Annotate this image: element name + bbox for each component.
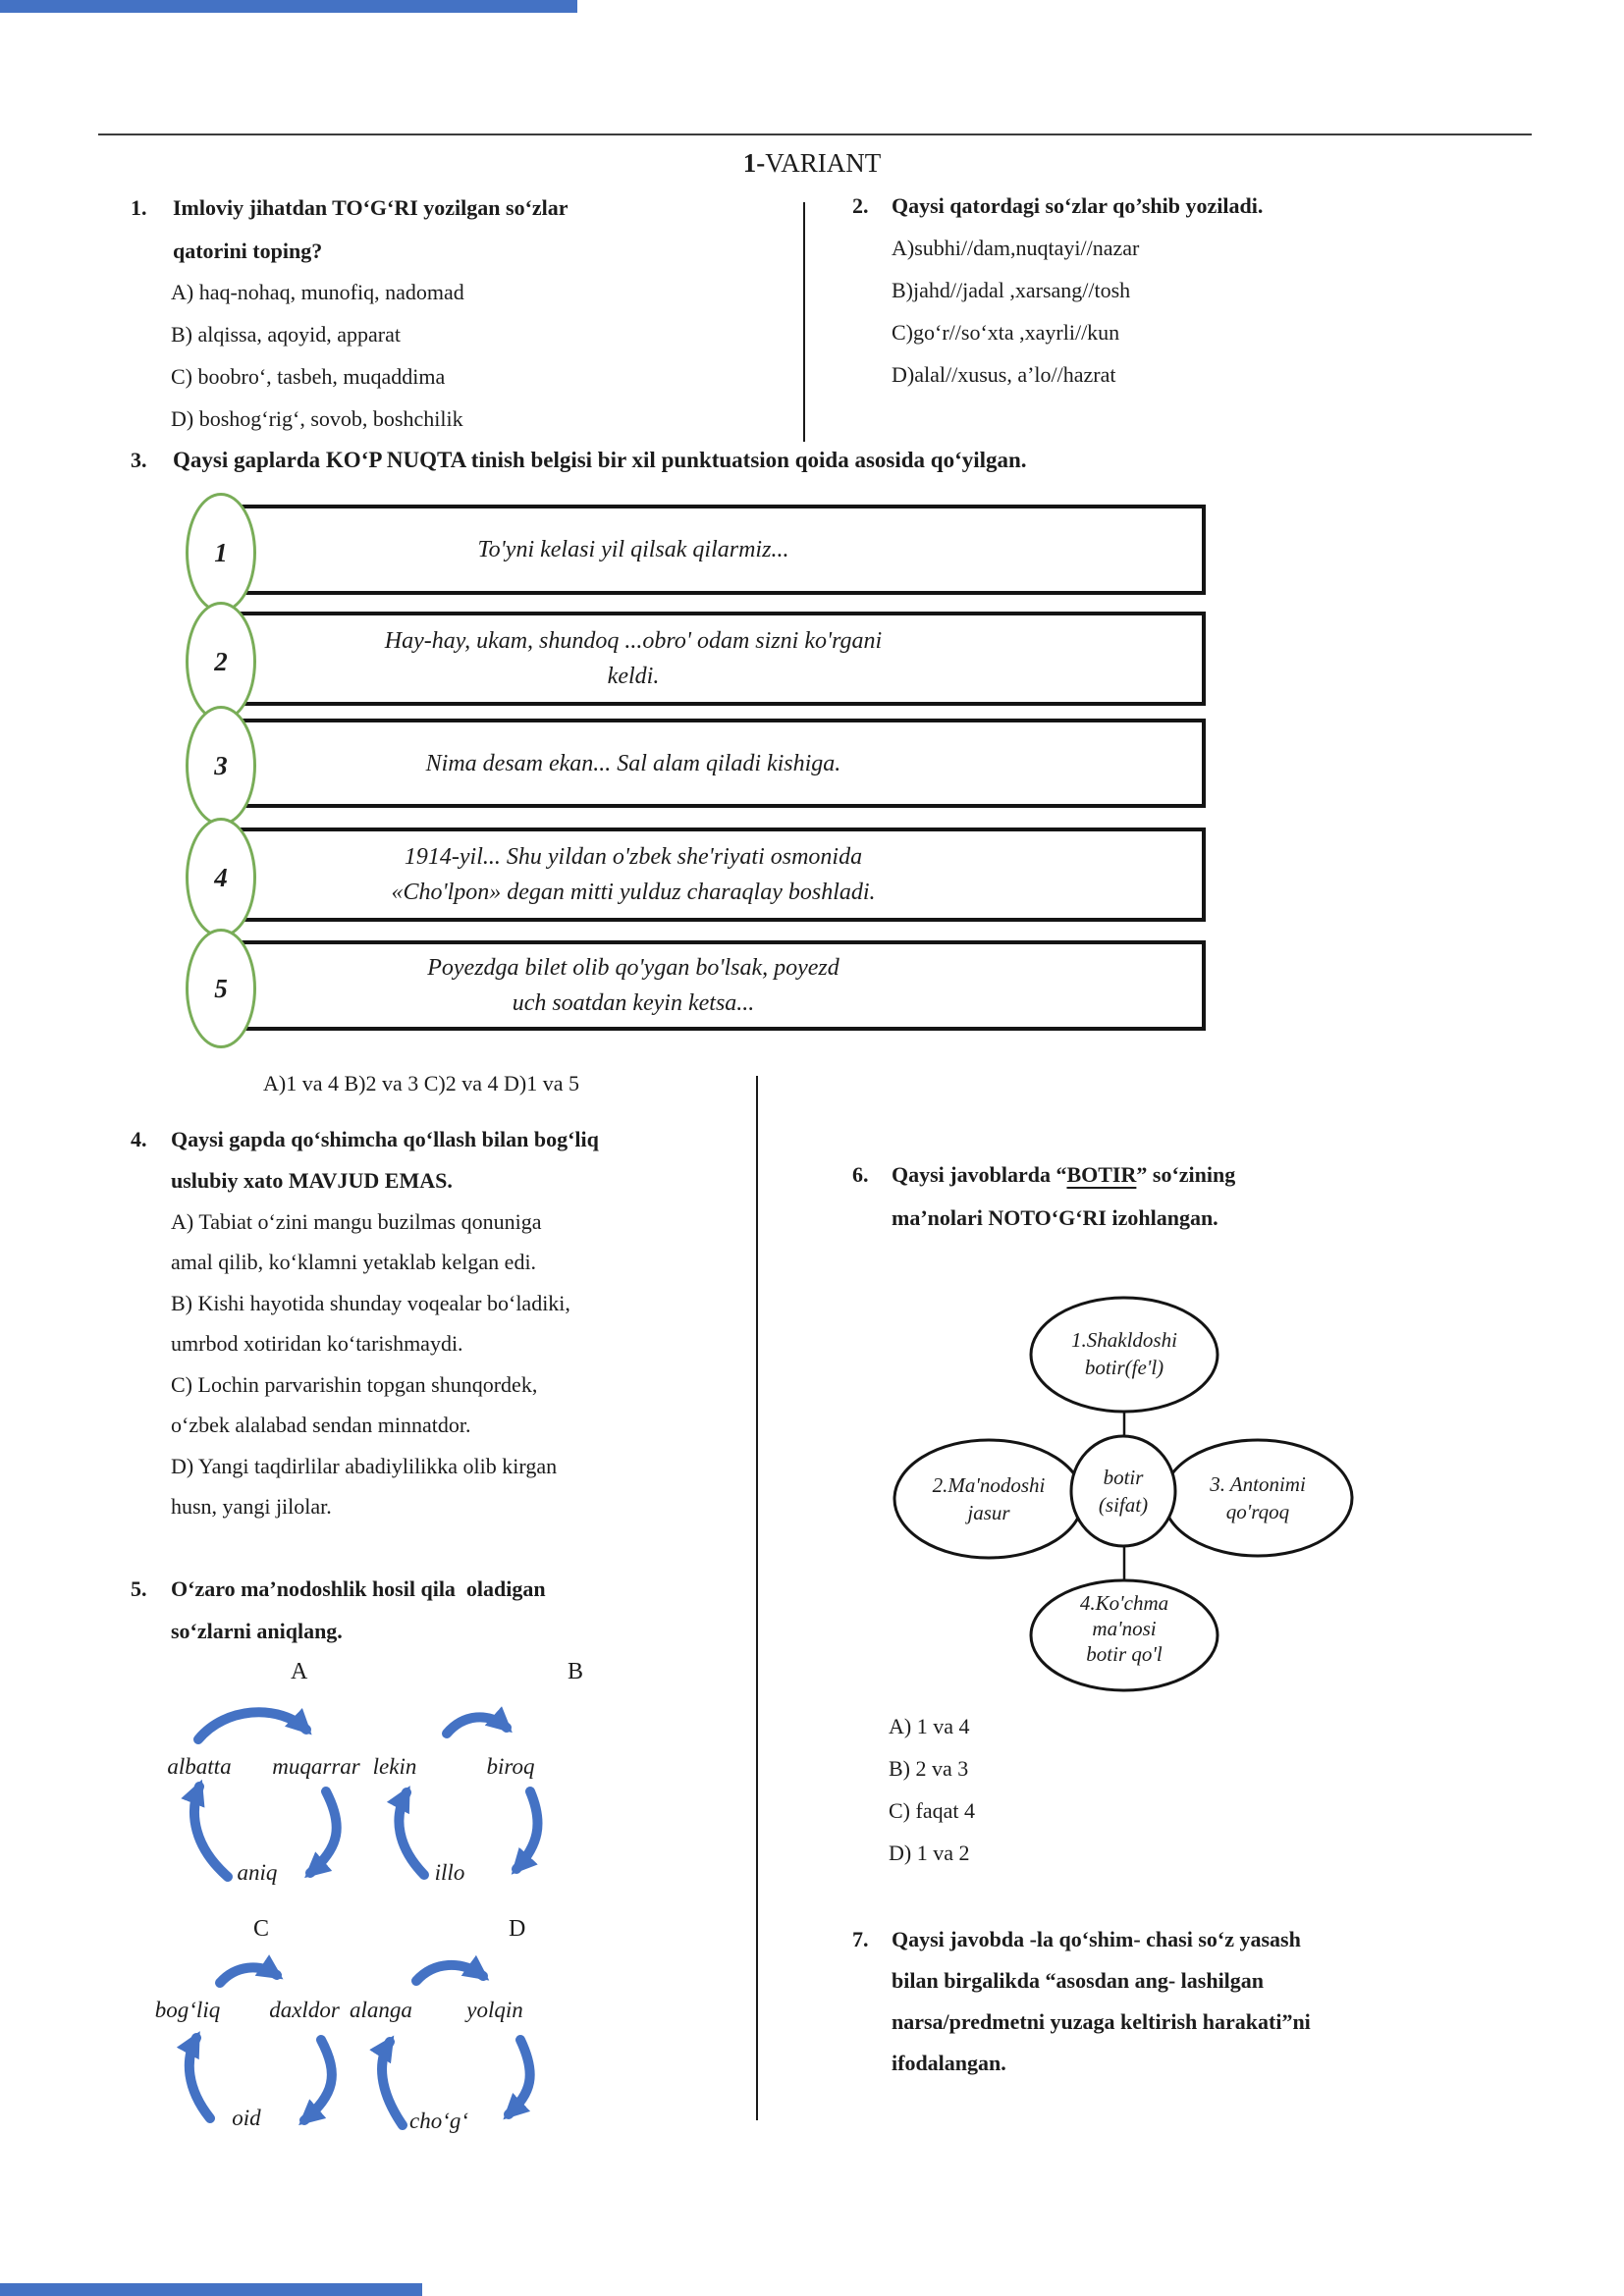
q4-option-a-line2: amal qilib, koʻklamni yetaklab kelgan edi. (171, 1250, 537, 1274)
q5-group-label-c: C (253, 1916, 270, 1942)
q7-stem-line3: narsa/predmetni yuzaga keltirish harakati”ni (892, 2009, 1311, 2034)
q3-item-3-num: 3 (214, 750, 228, 780)
q3-item-3-text: Nima desam ekan... Sal alam qiladi kishiga. (425, 750, 841, 776)
q5-number: 5. (131, 1576, 147, 1601)
cycle-arrow-icon (220, 1967, 277, 1983)
q6-stem-line1 (892, 1161, 1235, 1189)
q3-number: 3. (131, 448, 147, 472)
q6-node-right-line2: qo'rqoq (1225, 1500, 1290, 1523)
q5-word-aniq: aniq (237, 1860, 278, 1885)
page-edge-strip-bottom (0, 2283, 422, 2296)
q5-word-bogliq: bogʻliq (154, 1998, 221, 2022)
cycle-arrow-icon (189, 2038, 210, 2118)
q6-option-b: B) 2 va 3 (889, 1756, 969, 1781)
q6-node-center-line2: (sifat) (1098, 1493, 1149, 1517)
q5-group-label-a: A (291, 1659, 308, 1684)
cycle-arrow-icon (416, 1965, 483, 1981)
q3-item-5-text2: uch soatdan keyin ketsa... (512, 990, 755, 1016)
q3-item-2-text2: keldi. (607, 664, 660, 689)
q3-item-1-num: 1 (214, 537, 228, 567)
cycle-arrow-icon (382, 2042, 403, 2125)
q3-item-box (236, 940, 1206, 1031)
q3-item-box (236, 719, 1206, 808)
q4-option-c-line2: oʻzbek alalabad sendan minnatdor. (171, 1413, 471, 1437)
q6-node-top-line1: 1.Shakldoshi (1071, 1328, 1177, 1352)
q4-option-c-line1: C) Lochin parvarishin topgan shunqordek, (171, 1372, 538, 1397)
cycle-arrow-icon (509, 2040, 530, 2114)
q3-item-2-marker (186, 602, 256, 721)
q2-stem: Qaysi qatordagi soʻzlar qo’shib yoziladi. (892, 193, 1264, 218)
q1-option-a: A) haq-nohaq, munofiq, nadomad (171, 280, 464, 304)
q5-word-yolqin: yolqin (466, 1998, 523, 2022)
cycle-arrow-icon (310, 1791, 337, 1873)
q3-item-box (236, 828, 1206, 922)
q4-stem-line2: uslubiy xato MAVJUD EMAS. (171, 1168, 453, 1193)
q3-item-4-text2: «Cho'lpon» degan mitti yulduz charaqlay boshladi. (391, 880, 876, 905)
q7-number: 7. (852, 1927, 869, 1951)
q5-word-alanga: alanga (350, 1998, 412, 2022)
q7-stem-line2: bilan birgalikda “asosdan ang- lashilgan (892, 1968, 1265, 1993)
cycle-arrow-icon (516, 1791, 538, 1869)
q2-option-a: A)subhi//dam,nuqtayi//nazar (892, 236, 1140, 260)
column-divider-top (803, 202, 805, 442)
cycle-arrow-icon (399, 1792, 424, 1875)
q1-number: 1. (131, 195, 147, 220)
q5-word-oid: oid (232, 2106, 261, 2130)
q6-stem-line2: ma’nolari NOTOʻGʻRI izohlangan. (892, 1205, 1218, 1230)
q6-node-center-line1: botir (1103, 1466, 1144, 1489)
cycle-d-arrows (382, 1965, 530, 2125)
page-title (0, 147, 1624, 181)
q6-stem-post: ” soʻzining (1136, 1162, 1236, 1187)
q4-stem-line1: Qaysi gapda qoʻshimcha qoʻllash bilan bogʻliq (171, 1127, 599, 1151)
q3-item-4-marker (186, 818, 256, 937)
q6-node-left (894, 1440, 1083, 1558)
q3-item-3-marker (186, 706, 256, 826)
q3-item-1-text: To'yni kelasi yil qilsak qilarmiz... (477, 537, 789, 562)
q6-option-d: D) 1 va 2 (889, 1841, 970, 1865)
cycle-arrow-icon (304, 2040, 332, 2120)
q3-item-4-text: 1914-yil... Shu yildan o'zbek she'riyati osmonida (404, 844, 863, 870)
q1-stem-line1: Imloviy jihatdan TOʻGʻRI yozilgan soʻzlar (173, 195, 568, 220)
q5-word-lekin: lekin (372, 1754, 417, 1779)
q3-item-2-text: Hay-hay, ukam, shundoq ...obro' odam sizni ko'rgani (384, 628, 883, 654)
q1-option-c: C) boobroʻ, tasbeh, muqaddima (171, 364, 446, 389)
q4-option-d-line2: husn, yangi jilolar. (171, 1494, 332, 1519)
q6-number: 6. (852, 1162, 869, 1187)
q3-item-box (236, 505, 1206, 595)
q2-option-d: D)alal//xusus, a’lo//hazrat (892, 362, 1116, 387)
q1-option-b: B) alqissa, aqoyid, apparat (171, 322, 401, 347)
q7-stem-line4: ifodalangan. (892, 2051, 1006, 2075)
q6-node-right (1164, 1440, 1352, 1556)
q6-option-c: C) faqat 4 (889, 1798, 975, 1823)
q3-item-2-num: 2 (214, 646, 228, 676)
q5-word-albatta: albatta (167, 1754, 232, 1779)
q5-group-label-d: D (509, 1916, 526, 1942)
q6-node-bottom-line1: 4.Ko'chma (1079, 1591, 1169, 1615)
q3-item-5-text: Poyezdga bilet olib qo'ygan bo'lsak, poyezd (427, 955, 839, 981)
cycle-c-arrows (189, 1967, 332, 2120)
cycle-arrow-icon (447, 1717, 507, 1734)
q6-node-bottom-line2: ma'nosi (1092, 1617, 1157, 1640)
q5-cycles-diagram (98, 1679, 687, 2160)
q6-node-right-line1: 3. Antonimi (1210, 1472, 1306, 1496)
q3-answers: A)1 va 4 B)2 va 3 C)2 va 4 D)1 va 5 (263, 1071, 579, 1095)
q6-node-top-line2: botir(fe'l) (1084, 1356, 1164, 1379)
q2-option-c: C)goʻr//soʻxta ,xayrli//kun (892, 320, 1120, 345)
q4-option-a-line1: A) Tabiat oʻzini mangu buzilmas qonuniga (171, 1209, 542, 1234)
q6-stem-botir: BOTIR (1066, 1162, 1137, 1187)
q6-stem-pre: Qaysi javoblarda “ (892, 1162, 1067, 1187)
q1-option-d: D) boshogʻrigʻ, sovob, boshchilik (171, 406, 463, 431)
cycle-b-arrows (399, 1717, 537, 1875)
column-divider-bottom (756, 1076, 758, 2120)
q4-option-b-line2: umrbod xotiridan koʻtarishmaydi. (171, 1331, 463, 1356)
page-title-text: VARIANT (765, 148, 882, 178)
cycle-arrow-icon (198, 1712, 306, 1739)
q6-node-top (1031, 1298, 1218, 1412)
q3-stem: Qaysi gaplarda KOʻP NUQTA tinish belgisi bir xil punktuatsion qoida asosida qoʻyilgan. (173, 448, 1027, 472)
q3-item-5-marker (186, 929, 256, 1048)
q3-item-4-num: 4 (214, 862, 228, 892)
page-title-number: 1- (742, 148, 766, 178)
q5-word-chog: choʻgʻ (408, 2109, 469, 2133)
q4-number: 4. (131, 1127, 147, 1151)
q3-item-5-num: 5 (214, 973, 228, 1003)
q4-option-d-line1: D) Yangi taqdirlilar abadiylilikka olib kirgan (171, 1454, 558, 1478)
q6-concept-diagram (874, 1276, 1424, 1698)
q2-option-b: B)jahd//jadal ,xarsang//tosh (892, 278, 1131, 302)
top-rule (98, 133, 1532, 135)
q7-stem-line1: Qaysi javobda -la qoʻshim- chasi soʻz yasash (892, 1927, 1301, 1951)
q5-group-label-b: B (568, 1659, 584, 1684)
page-edge-strip-top (0, 0, 577, 13)
q1-stem-line2: qatorini toping? (173, 239, 323, 263)
q6-node-bottom-line3: botir qo'l (1086, 1642, 1163, 1666)
cycle-a-arrows (194, 1712, 337, 1877)
q3-item-1-marker (186, 493, 256, 613)
q4-option-b-line1: B) Kishi hayotida shunday voqealar boʻladiki, (171, 1291, 570, 1315)
q5-word-biroq: biroq (486, 1754, 535, 1779)
q6-node-center (1071, 1436, 1175, 1546)
q5-word-illo: illo (434, 1860, 465, 1885)
q2-number: 2. (852, 193, 869, 218)
q3-item-box (236, 612, 1206, 706)
q5-word-daxldor: daxldor (269, 1998, 340, 2022)
q5-stem-line2: soʻzlarni aniqlang. (171, 1619, 343, 1643)
q5-word-muqarrar: muqarrar (272, 1754, 360, 1779)
q6-node-left-line2: jasur (967, 1501, 1010, 1524)
q6-option-a: A) 1 va 4 (889, 1714, 970, 1738)
cycle-arrow-icon (194, 1787, 228, 1877)
q6-node-left-line1: 2.Ma'nodoshi (932, 1473, 1046, 1497)
q5-stem-line1: Oʻzaro ma’nodoshlik hosil qila oladigan (171, 1576, 546, 1601)
